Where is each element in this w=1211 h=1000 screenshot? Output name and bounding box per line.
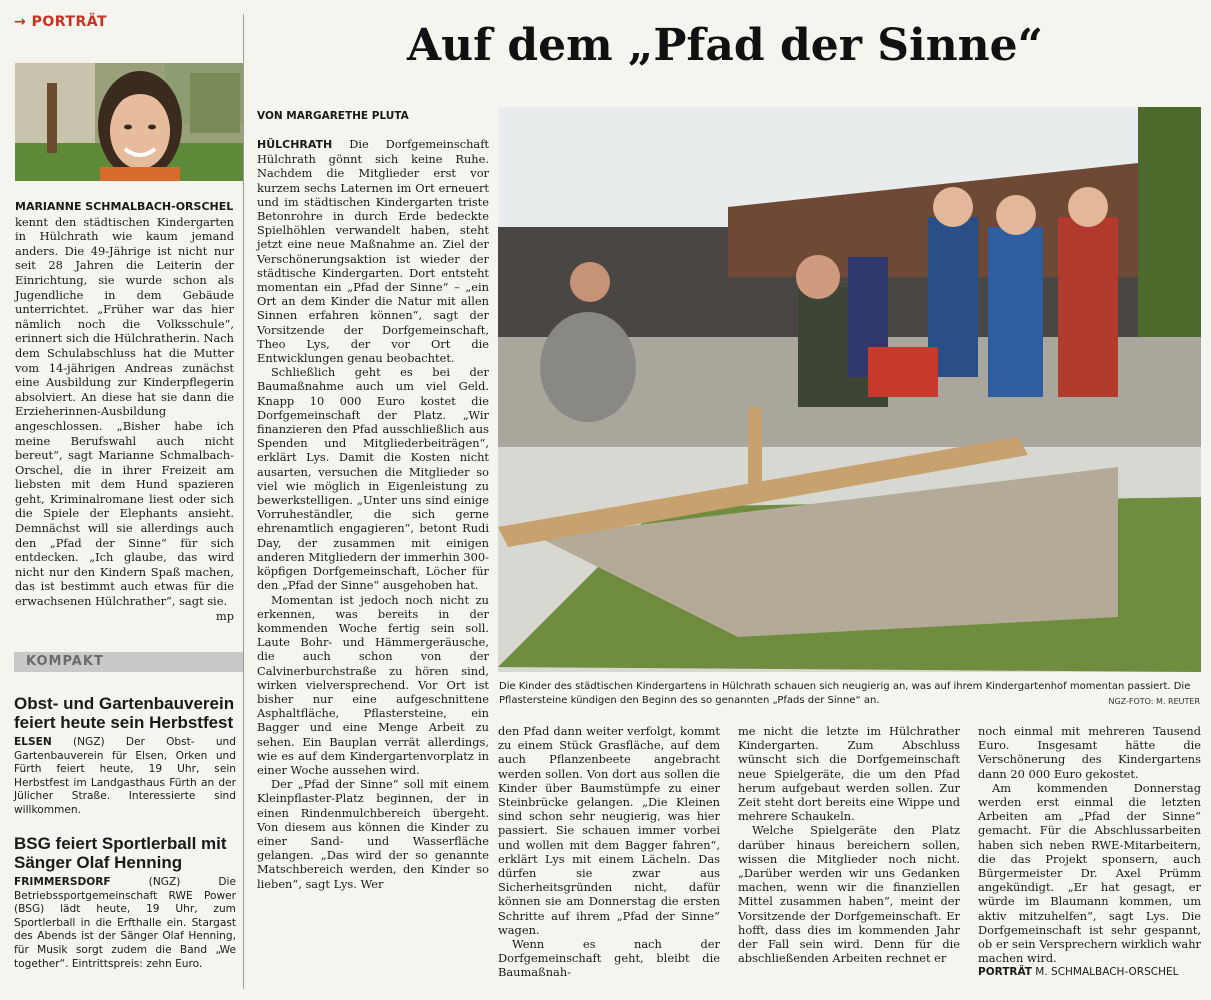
construction-scene-image <box>498 107 1201 672</box>
paragraph: Die Dorfgemeinschaft Hülchrath gönnt sich keine Ruhe. Nachdem die Mitglieder erst vor kurzem sechs Laternen im Ort erneuert und im städtischen Kindergarten triste Betonrohre in durch Erde bedeckte Spielhöhlen verwandelt haben, steht jetzt eine neue Maßnahme an. Ziel der Verschönerungsaktion ist wieder der städtische Kindergarten. Dort entsteht momentan ein „Pfad der Sinne“ – „ein Ort an dem Kinder die Natur mit allen Sinnen erfahren können“, sagt der Vorsitzende der Dorfgemeinschaft, Theo Lys, der vor Ort die Entwicklungen genau beobachtet. <box>257 137 489 366</box>
paragraph: Momentan ist jedoch noch nicht zu erkennen, was bereits in der kommenden Woche fertig sein soll. Laute Bohr- und Hämmergeräusche, die auch schon von der Calvinerburchstraße zu hören sind, wirken vielversprechend. Vor Ort ist bisher nur eine aufgeschnittene Asphaltfläche, Pflastersteine, ein Bagger und eine Menge Arbeit zu sehen. Ein Bauplan verrät allerdings, wie es auf dem Kindergartenvorplatz in einer Woche aussehen wird. <box>257 592 489 777</box>
paragraph: me nicht die letzte im Hülchrather Kindergarten. Zum Abschluss wünscht sich die Dorfgemeinschaft neue Spielgeräte, die um den Pfad herum aufgebaut werden sollen. Zur Zeit steht dort bereits eine Wippe und mehrere Schaukeln. <box>738 724 960 824</box>
kompakt-item-title: Obst- und Gartenbauverein feiert heute sein Herbstfest <box>14 694 235 732</box>
headline: Auf dem „Pfad der Sinne“ <box>407 20 1043 71</box>
paragraph: Wenn es nach der Dorfgemeinschaft geht, bleibt die Baumaßnah- <box>498 937 720 980</box>
portrait-sign: mp <box>215 608 234 623</box>
kompakt-item-place: FRIMMERSDORF <box>14 876 111 888</box>
portrait-image <box>15 63 243 181</box>
kompakt-item-text: (NGZ) Der Obst- und Gartenbauverein für Elsen, Orken und Fürth feiert heute, 19 Uhr, sein Herbstfest im Landgasthaus Fürth an der Jülicher Straße. Interessierte sind willkommen. <box>14 736 236 816</box>
kompakt-item-place: ELSEN <box>14 736 52 748</box>
dateline: HÜLCHRATH <box>257 138 333 151</box>
kompakt-label: KOMPAKT <box>14 652 243 672</box>
section-label: → PORTRÄT <box>14 14 108 30</box>
kompakt-item-2 <box>14 834 236 971</box>
kompakt-item-text: (NGZ) Die Betriebssportgemeinschaft RWE Power (BSG) lädt heute, 19 Uhr, zum Sportlerball in die Erfthalle ein. Stargast des Abends ist der Sänger Olaf Henning, für Musik sorgt zudem die Band „We together“. Eintrittspreis: zehn Euro. <box>14 876 236 970</box>
photo-caption: Die Kinder des städtischen Kindergartens in Hülchrath schauen sich neugierig an, was auf ihrem Kindergartenhof momentan passiert. Die Pflastersteine kündigen den Beginn des so genannten „Pfads der Sinne“ an. <box>499 681 1191 706</box>
article-column-3 <box>738 724 960 965</box>
article-signoff <box>978 965 1201 979</box>
paragraph: den Pfad dann weiter verfolgt, kommt zu einem Stück Grasfläche, auf dem auch Pflanzenbeete angebracht werden sollen. Von dort aus sollen die Kinder über Baumstümpfe zu einer Steinbrücke gelangen. „Die Kleinen sind schon sehr neugierig, was hier passiert. Sie schauen immer vorbei und wollen mit dem Bagger fahren“, erklärt Lys mit einem Lächeln. Das dürfen sie zwar aus Sicherheitsgründen nicht, dafür können sie am Donnerstag die ersten Schritte auf ihrem „Pfad der Sinne“ wagen. <box>498 724 720 937</box>
portrait-name: MARIANNE SCHMALBACH-ORSCHEL <box>15 200 234 213</box>
paragraph: Der „Pfad der Sinne“ soll mit einem Kleinpflaster-Platz beginnen, der in einen Rindenmulchbereich übergeht. Von diesem aus können die Kinder zu einer Sand- und Wasserfläche gelangen. „Das wird der so genannte Matschbereich werden, den Kinder so lieben“, sagt Lys. Wer <box>257 777 489 891</box>
photo-credit: NGZ-FOTO: M. REUTER <box>1108 697 1200 706</box>
paragraph: noch einmal mit mehreren Tausend Euro. Insgesamt hätte die Verschönerung des Kindergartens dann 20 000 Euro gekostet. <box>978 724 1201 781</box>
portrait-body: kennt den städtischen Kindergarten in Hülchrath wie kaum jemand anders. Die 49-Jährige ist nicht nur seit 28 Jahren die Leiterin der Einrichtung, sie wurde schon als Jugendliche in dem Gebäude unterrichtet. „Früher war das hier nämlich noch die Volksschule“, erinnert sich die Hülchratherin. Nach dem Schulabschluss hat die Mutter vom 14-jährigen Andreas zunächst eine Ausbildung zur Kinderpflegerin absolviert. An diese hat sie dann die Erzieherinnen-Ausbildung angeschlossen. „Bisher habe ich meine Berufswahl auch nicht bereut“, sagt Marianne Schmalbach-Orschel, die in ihrer Freizeit am liebsten mit dem Hund spazieren geht, Kriminalromane liest oder sich die Spiele der Elephants ansieht. Demnächst will sie allerdings auch den „Pfad der Sinne“ für sich entdecken. „Ich glaube, das wird nicht nur den Kindern Spaß machen, das ist bestimmt auch etwas für die erwachsenen Hülchrather“, sagt sie. <box>15 214 234 609</box>
paragraph: Welche Spielgeräte den Platz darüber hinaus bereichern sollen, wissen die Mitglieder noch nicht. „Darüber werden wir uns Gedanken machen, wenn wir die finanziellen Mittel zusammen haben“, meint der Vorsitzende der Dorfgemeinschaft. Er hofft, dass dies im kommenden Jahr der Fall sein wird. Denn für die abschließenden Arbeiten rechnet er <box>738 823 960 966</box>
article-column-2 <box>498 724 720 980</box>
article-photo <box>498 107 1201 672</box>
signoff-label: PORTRÄT <box>978 966 1032 979</box>
kompakt-item-title: BSG feiert Sportlerball mit Sänger Olaf Henning <box>14 834 227 872</box>
kompakt-item-1 <box>14 694 236 818</box>
paragraph: Am kommenden Donnerstag werden erst einmal die letzten Arbeiten am „Pfad der Sinne“ gemacht. Für die Abschlussarbeiten haben sich neben RWE-Mitarbeitern, die das Projekt sponsern, auch Bürgermeister Dr. Axel Prümm angekündigt. „Er hat gesagt, er würde im Blaumann kommen, um aktiv mitzuhelfen“, sagt Lys. Die Dorfgemeinschaft ist sehr gespannt, ob er sein Versprechern wirklich wahr machen wird. <box>978 780 1201 966</box>
portrait-text <box>15 199 234 623</box>
portrait-photo <box>15 63 243 181</box>
article-column-1 <box>257 137 489 891</box>
kompakt-item-body <box>14 876 236 971</box>
signoff-name: M. SCHMALBACH-ORSCHEL <box>1031 966 1179 979</box>
author-byline: VON MARGARETHE PLUTA <box>257 110 409 122</box>
column-divider <box>243 14 244 989</box>
article-column-4 <box>978 724 1201 980</box>
paragraph: Schließlich geht es bei der Baumaßnahme auch um viel Geld. Knapp 10 000 Euro kostet die Dorfgemeinschaft der Platz. „Wir finanzieren den Pfad ausschließlich aus Spenden und Mitgliederbeiträgen“, erklärt Lys. Damit die Kosten nicht ausarten, versuchen die Mitglieder so viel wie möglich in Eigenleistung zu bewerkstelligen. „Unter uns sind einige Vorruheständler, die sich gerne ehrenamtlich engagieren“, betont Rudi Day, der zusammen mit einigen anderen Mitgliedern der immerhin 300-köpfigen Dorfgemeinschaft, Löcher für den „Pfad der Sinne“ ausgehoben hat. <box>257 365 489 593</box>
kompakt-item-body <box>14 736 236 818</box>
